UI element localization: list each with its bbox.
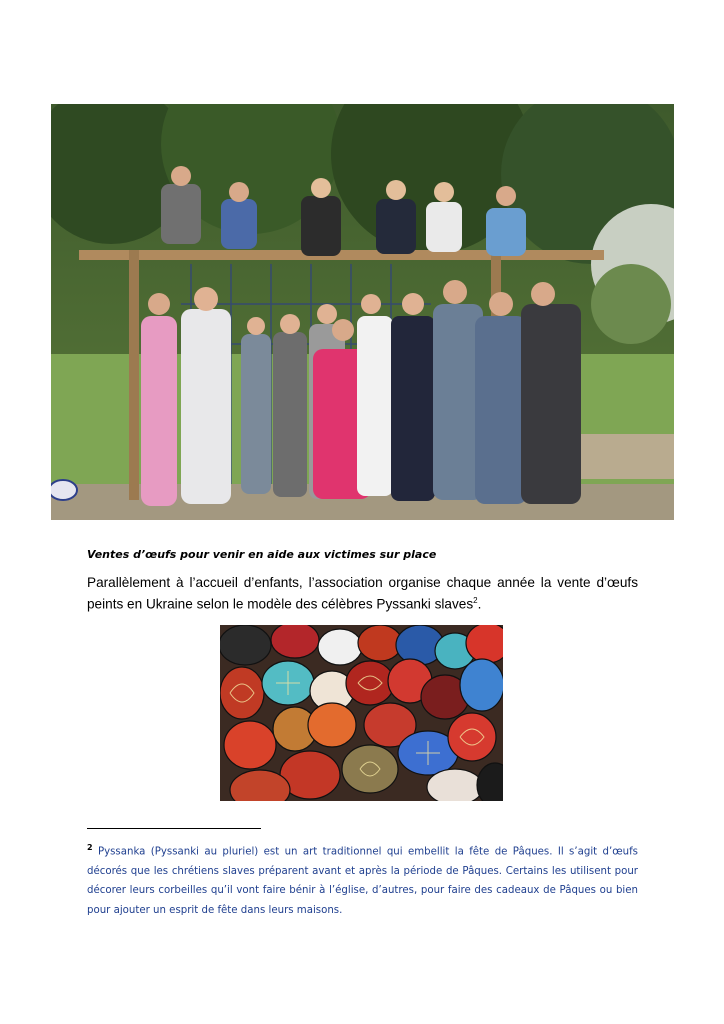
paragraph-end: .	[477, 596, 482, 612]
pyssanki-eggs-illustration	[220, 625, 503, 801]
footnote-reference[interactable]: 2	[473, 596, 478, 605]
paragraph-text: Parallèlement à l’accueil d’enfants, l’association organise chaque année la vente d’œufs peints en Ukraine selon le modèle des célèbres Pyssanki slaves	[87, 575, 638, 612]
section-paragraph	[87, 574, 638, 614]
group-photo	[51, 104, 674, 520]
footnote-mark: 2	[87, 843, 93, 852]
footnote	[87, 838, 638, 920]
footnote-separator	[87, 828, 261, 829]
pyssanki-eggs-photo	[220, 625, 503, 801]
group-photo-illustration	[51, 104, 674, 520]
footnote-text: Pyssanka (Pyssanki au pluriel) est un art traditionnel qui embellit la fête de Pâques. Il s’agit d’œufs décorés que les chrétiens slaves préparent avant et après la période de Pâques. Certains les utilisent pour décorer leurs corbeilles qu’il vont faire bénir à l’église, d’autres, pour faire des cadeaux de Pâques ou bien pour ajouter un esprit de fête dans leurs maisons.	[87, 846, 638, 916]
section-subheading: Ventes d’œufs pour venir en aide aux victimes sur place	[87, 548, 437, 561]
